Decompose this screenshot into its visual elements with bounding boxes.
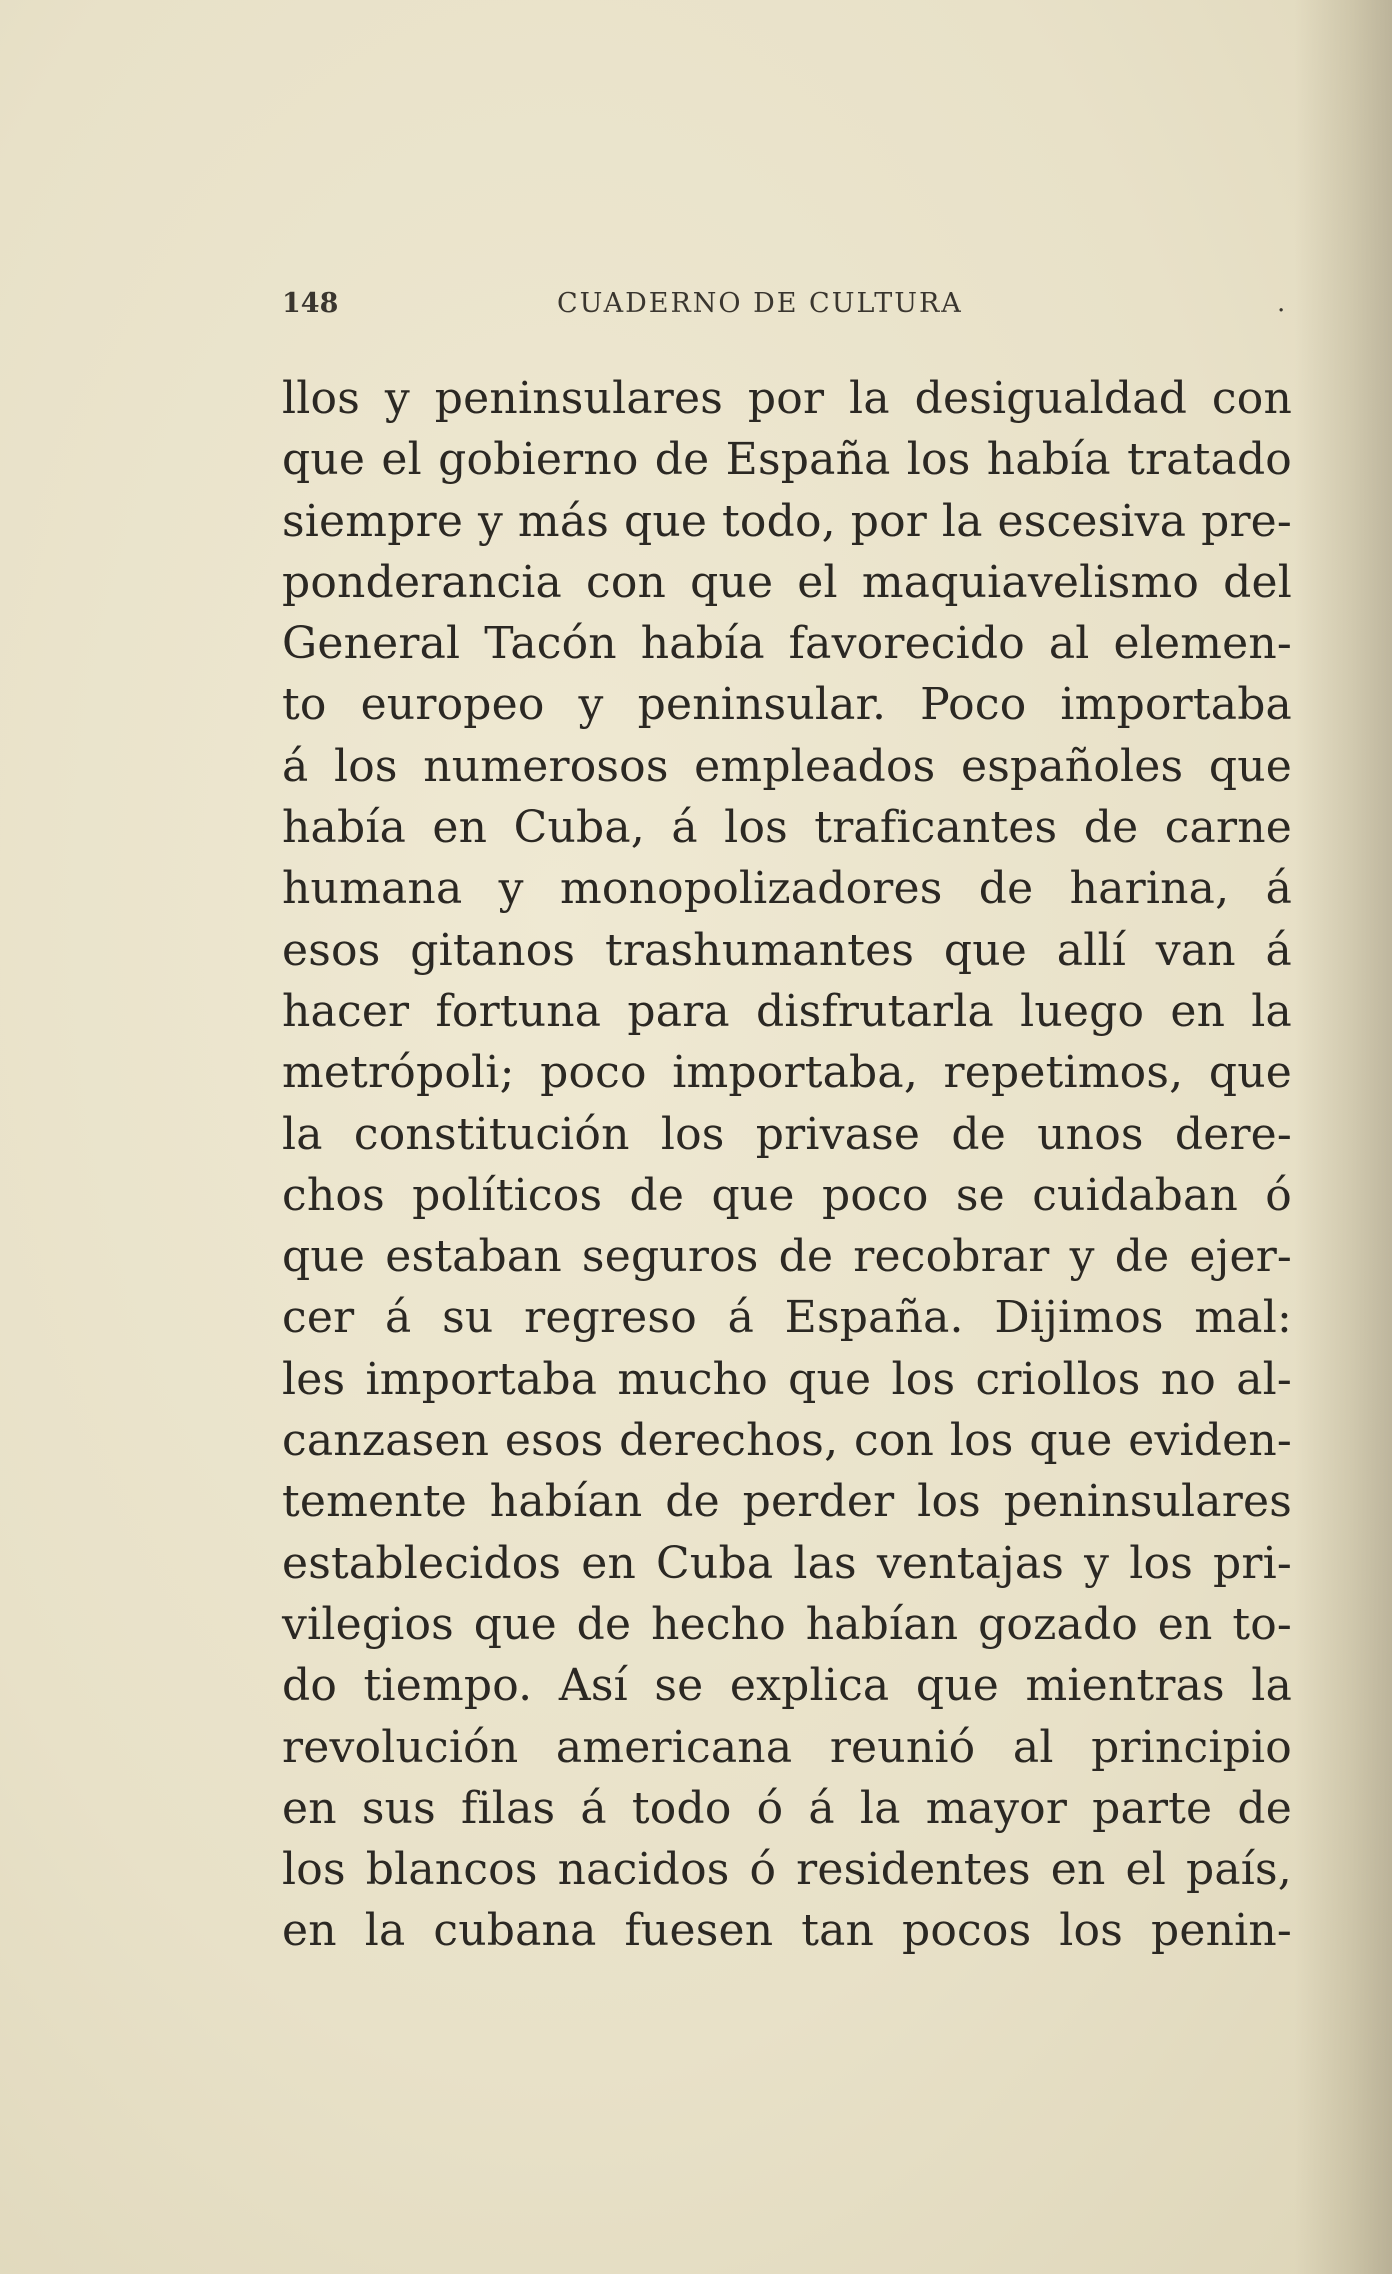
text-line: revolución americana reunió al principio [282,1721,1292,1773]
text-line: en sus filas á todo ó á la mayor parte de [282,1782,1292,1834]
page-header [282,288,1292,328]
page-number: 148 [282,288,339,319]
body-text [282,368,1292,1962]
text-line: que el gobierno de España los había tratado [282,434,1292,486]
text-line: canzasen esos derechos, con los que eviden- [282,1415,1292,1467]
text-line: llos y peninsulares por la desigualdad con [282,373,1292,424]
text-line: General Tacón había favorecido al elemen- [282,618,1292,670]
text-line: á los numerosos empleados españoles que [282,740,1292,792]
text-line: en la cubana fuesen tan pocos los penin- [282,1905,1292,1957]
text-line: cer á su regreso á España. Dijimos mal: [282,1292,1292,1344]
text-line: humana y monopolizadores de harina, á [282,863,1292,915]
text-line: chos políticos de que poco se cuidaban ó [282,1169,1292,1221]
text-line: los blancos nacidos ó residentes en el país, [282,1844,1292,1896]
text-line: metrópoli; poco importaba, repetimos, que [282,1047,1292,1099]
text-line: temente habían de perder los peninsulares [282,1476,1292,1528]
text-line: les importaba mucho que los criollos no al- [282,1353,1292,1405]
text-line: hacer fortuna para disfrutarla luego en la [282,985,1292,1037]
text-line: establecidos en Cuba las ventajas y los pri- [282,1537,1292,1589]
text-line: ponderancia con que el maquiavelismo del [282,556,1292,608]
text-line: la constitución los privase de unos dere- [282,1108,1292,1160]
text-line: siempre y más que todo, por la escesiva pre- [282,495,1292,547]
text-line: do tiempo. Así se explica que mientras la [282,1660,1292,1712]
text-line: to europeo y peninsular. Poco importaba [282,679,1292,731]
text-line: que estaban seguros de recobrar y de ejer- [282,1231,1292,1283]
header-mark: . [1277,288,1288,318]
running-title: CUADERNO DE CULTURA [557,288,963,319]
text-line: había en Cuba, á los traficantes de carne [282,802,1292,854]
text-line: vilegios que de hecho habían gozado en to- [282,1598,1292,1650]
text-line: esos gitanos trashumantes que allí van á [282,924,1292,976]
